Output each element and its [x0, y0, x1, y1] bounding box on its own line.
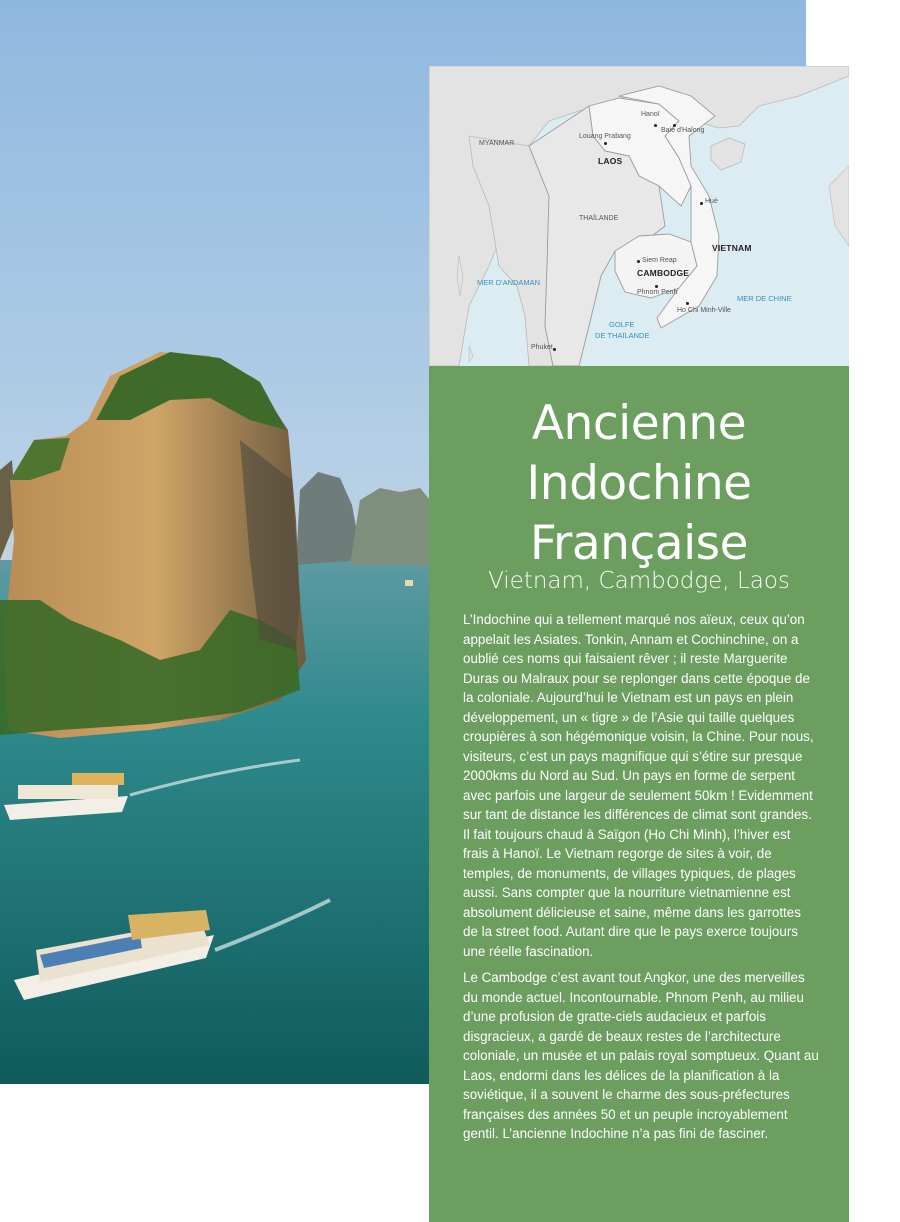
city-dot-louang-prabang: [604, 142, 607, 145]
title-line-1: Ancienne: [531, 396, 747, 451]
map-label-myanmar: MYANMAR: [479, 140, 515, 147]
city-dot-phuket: [553, 348, 556, 351]
page-title: [429, 394, 849, 574]
city-dot-ho-chi-minh: [686, 302, 689, 305]
map-label-laos: LAOS: [598, 156, 623, 166]
map-label-golfe: GOLFE: [609, 320, 635, 329]
map-label-vietnam: VIETNAM: [712, 243, 752, 253]
map-label-de-thailande: DE THAÏLANDE: [595, 331, 650, 340]
map-label-louang-prabang: Louang Prabang: [579, 133, 631, 140]
indochina-map: [429, 66, 849, 366]
city-dot-hanoi: [654, 124, 657, 127]
map-label-mer-chine: MER DE CHINE: [737, 294, 792, 303]
page-subtitle: Vietnam, Cambodge, Laos: [488, 568, 790, 594]
city-dot-siem-reap: [637, 260, 640, 263]
map-shapes: [429, 66, 849, 366]
article-body: [463, 610, 819, 1151]
title-line-2: Indochine: [526, 456, 752, 511]
map-label-ho-chi-minh: Ho Chi Minh-Ville: [677, 307, 731, 314]
text-panel: [429, 366, 849, 1222]
map-label-phnom-penh: Phnom Penh: [637, 289, 678, 296]
map-label-thailande: THAÏLANDE: [579, 215, 619, 222]
city-dot-hue: [700, 202, 703, 205]
map-label-mer-andaman: MER D'ANDAMAN: [477, 278, 541, 287]
title-line-3: Française: [529, 516, 749, 571]
map-label-phuket: Phuket: [531, 344, 553, 351]
map-label-halong: Baie d'Halong: [661, 127, 705, 134]
map-label-hanoi: Hanoï: [641, 111, 660, 118]
paragraph-vietnam: L’Indochine qui a tellement marqué nos aïeux, ceux qu’on appelait les Asiates. Tonkin, Annam et Cochinchine, on a oublié ces noms qui faisaient rêver ; il reste Marguerite Duras ou Malraux pour se replonger dans cette époque de la coloniale. Aujourd’hui le Vietnam est un pays en plein développement, un « tigre » de l’Asie qui taille quelques croupières à son hégémonique voisin, la Chine. Pour nous, visiteurs, c’est un pays magnifique qui s’étire sur presque 2000kms du Nord au Sud. Un pays en forme de serpent avec parfois une largeur de seulement 50km ! Evidemment sur tant de distance les différences de climat sont grandes. Il fait toujours chaud à Saïgon (Ho Chi Minh), l’hiver est frais à Hanoï. Le Vietnam regorge de sites à voir, de temples, de monuments, de villages typiques, de plages aussi. Sans compter que la nourriture vietnamienne est absolument délicieuse et saine, même dans les garrottes de la street food. Autant dire que le pays exerce toujours une réelle fascination.: [463, 612, 814, 959]
map-label-hue: Hué: [705, 198, 718, 205]
map-label-siem-reap: Siem Reap: [642, 257, 677, 264]
map-label-cambodge: CAMBODGE: [637, 268, 690, 278]
paragraph-cambodge-laos: Le Cambodge c’est avant tout Angkor, une des merveilles du monde actuel. Incontournable. Phnom Penh, au milieu d’une profusion de gratte-ciels audacieux et parfois disgracieux, a gardé de beaux restes de l’architecture coloniale, un musée et un palais royal somptueux. Quant au Laos, endormi dans les délices de la planification à la soviétique, il a souvent le charme des sous-préfectures françaises des années 50 et un peuple incroyablement gentil. L’ancienne Indochine n’a pas fini de fasciner.: [463, 970, 819, 1141]
